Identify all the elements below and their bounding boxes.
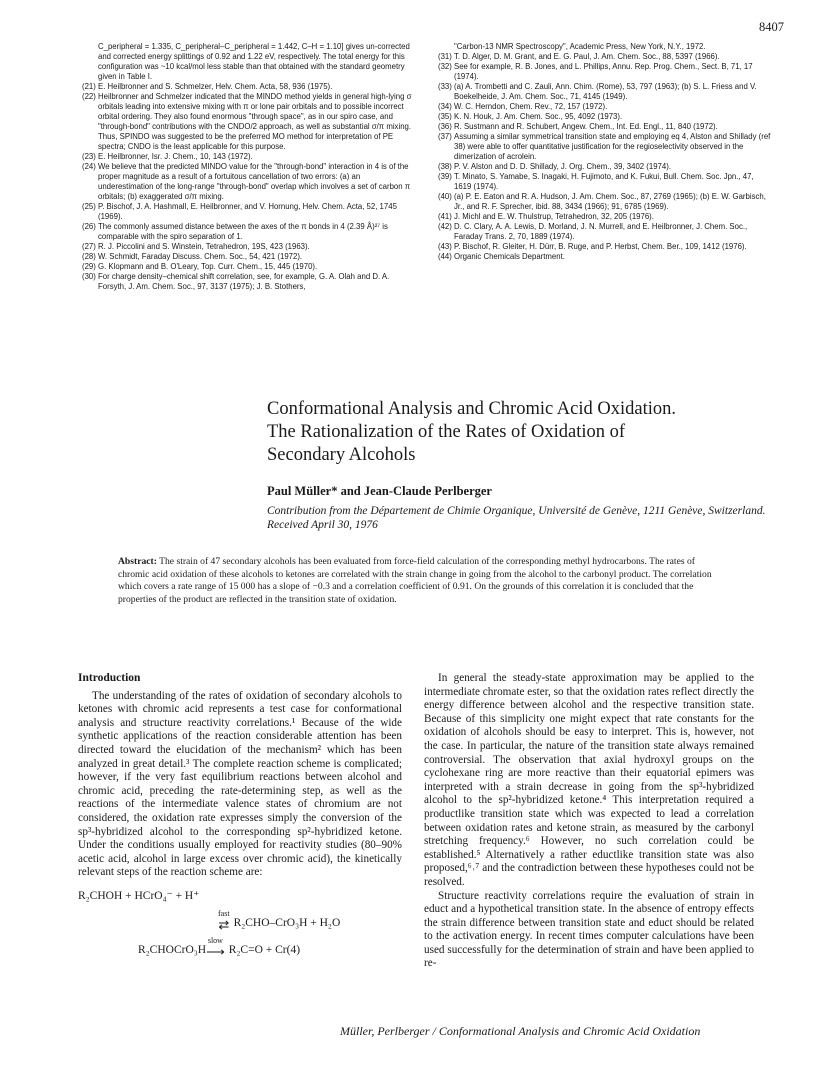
- reference-item: [82, 162, 416, 202]
- reference-number: (24): [82, 162, 96, 171]
- arrow-label-slow: slow: [207, 935, 223, 945]
- reference-text: (a) P. E. Eaton and R. A. Hudson, J. Am. Chem. Soc., 87, 2769 (1965); (b) E. W. Garbisch, Jr., and R. F. Sprecher, ibid. 88, 3434 (1966); 91, 6785 (1969).: [454, 192, 766, 211]
- reference-text: T. Minato, S. Yamabe, S. Inagaki, H. Fujimoto, and K. Fukui, Bull. Chem. Soc. Jpn., 47, 1619 (1974).: [454, 172, 754, 191]
- reference-number: [438, 42, 454, 52]
- reference-item: [438, 192, 772, 212]
- reference-text: T. D. Alger, D. M. Grant, and E. G. Paul, J. Am. Chem. Soc., 88, 5397 (1966).: [454, 52, 720, 61]
- reference-text: E. Heilbronner and S. Schmelzer, Helv. Chem. Acta, 58, 936 (1975).: [98, 82, 333, 91]
- reference-item: [438, 212, 772, 222]
- right-column: [424, 672, 754, 971]
- body-paragraph: Structure reactivity correlations require the evaluation of strain in educt and a hypothetical transition state. In the absence of entropy effects the strain difference between transition state and educt should be related to the activation energy. In recent times computer calculations have been used successfully for the determination of strain and have been applied to re-: [424, 889, 754, 970]
- reaction-scheme: [78, 890, 402, 958]
- reference-item: [438, 82, 772, 102]
- reference-text: P. V. Alston and D. D. Shillady, J. Org. Chem., 39, 3402 (1974).: [454, 162, 671, 171]
- title-line: The Rationalization of the Rates of Oxidation of: [267, 422, 626, 442]
- reference-number: (37): [438, 132, 452, 141]
- reference-text: C_peripheral = 1.335, C_peripheral–C_peripheral = 1.442, C–H = 1.10] gives un-corrected and corrected energy splittings of 0.92 and 1.22 eV, respectively. The total energy for this configuration was ~10 kcal/mol less stable than that obtained with the standard geometry given in Table I.: [98, 42, 410, 81]
- reference-number: (29): [82, 262, 96, 271]
- reaction-arrow-icon: ⟶: [206, 943, 225, 959]
- reference-number: (25): [82, 202, 96, 211]
- left-column: [78, 672, 402, 958]
- reference-number: (31): [438, 52, 452, 61]
- reference-item: [438, 62, 772, 82]
- reference-text: P. Bischof, J. A. Hashmall, E. Heilbronner, and V. Hornung, Helv. Chem. Acta, 52, 1745 (1969).: [98, 202, 397, 221]
- reference-item: [438, 52, 772, 62]
- reference-text: J. Michl and E. W. Thulstrup, Tetrahedron, 32, 205 (1976).: [454, 212, 654, 221]
- reference-text: For charge density–chemical shift correlation, see, for example, G. A. Olah and D. A. Forsyth, J. Am. Chem. Soc., 97, 3137 (1975); J. B. Stothers,: [98, 272, 390, 291]
- reference-number: (38): [438, 162, 452, 171]
- equation-step-1: [78, 910, 402, 931]
- reference-text: R. Sustmann and R. Schubert, Angew. Chem., Int. Ed. Engl., 11, 840 (1972).: [454, 122, 718, 131]
- reference-number: (33): [438, 82, 452, 91]
- reference-item: [82, 252, 416, 262]
- reference-item: [82, 262, 416, 272]
- reference-text: (a) A. Trombetti and C. Zauli, Ann. Chim. (Rome), 53, 797 (1963); (b) S. L. Friess and V. Boekelheide, J. Am. Chem. Soc., 71, 4145 (1949).: [454, 82, 757, 101]
- reference-item: [438, 112, 772, 122]
- body-paragraph: The understanding of the rates of oxidation of secondary alcohols to ketones with chromic acid represents a test case for conformational analysis and structure reactivity correlations.¹ Because of the wide synthetic applications of the reaction considerable attention has been directed toward the elucidation of the mechanism² which has been analyzed in great detail.³ The complete reaction scheme is complicated; however, if the very fast equilibrium reactions between alcohol and chromic acid, preceding the rate-determining step, as well as the reactions of the intermediate valence states of chromium are not considered, the oxidation rate expresses simply the conversion of the sp³-hybridized alcohol to the corresponding sp²-hybridized ketone. Under the conditions usually employed for reactivity studies (80–90% acetic acid, alcohol in large excess over chromic acid), the kinetically relevant steps of the reaction scheme are:: [78, 689, 402, 879]
- affiliation: Contribution from the Département de Chimie Organique, Université de Genève, 1211 Genève, Switzerland. Received April 30, 1976: [267, 505, 766, 531]
- running-footer: Müller, Perlberger / Conformational Analysis and Chromic Acid Oxidation: [340, 1024, 701, 1038]
- reference-number: (23): [82, 152, 96, 161]
- arrow-label-fast: fast: [218, 908, 230, 918]
- references-left-column: [82, 42, 416, 292]
- reference-item: [82, 202, 416, 222]
- reference-text: G. Klopmann and B. O'Leary, Top. Curr. Chem., 15, 445 (1970).: [98, 262, 318, 271]
- equation-products-2: R₂C=O + Cr(4): [228, 943, 301, 956]
- reference-number: (34): [438, 102, 452, 111]
- reference-number: (40): [438, 192, 452, 201]
- reference-item: [438, 132, 772, 162]
- body-paragraph: In general the steady-state approximation may be applied to the intermediate chromate ester, so that the oxidation rates reflect directly the energy difference between alcohol and the respective transition state. Because of this simplicity one might expect that rate constants for the oxidation of alcohols should be easy to interpret. This is, however, not the case. In particular, the nature of the transition state always remained controversial. The observation that axial hydroxyl groups on the cyclohexane ring are more reactive than their equatorial epimers was interpreted with a strain decrease in going from the sp³-hybridized alcohol to the sp²-hybridized ketone.⁴ This interpretation required a productlike transition state which was expected to lead a correlation between oxidation rates and ketone strain, as measured by the carbonyl stretching frequency.⁶ However, no such correlation could be established.⁵ Alternatively a rather eductlike transition state was also proposed,⁶˒⁷ and the contradiction between these hypotheses could not be resolved.: [424, 672, 754, 888]
- reference-text: K. N. Houk, J. Am. Chem. Soc., 95, 4092 (1973).: [454, 112, 623, 121]
- reference-number: (36): [438, 122, 452, 131]
- reference-text: Heilbronner and Schmelzer indicated that the MINDO method yields in general high-lying σ orbitals leading into extensive mixing with π or lone pair orbitals and to possible incorrect orbital ordering. They also found enormous "through space", as in our spiro case, and "through-bond" contributions with the CNDO/2 approach, as well as substantial σ/π mixing. Thus, SPINDO was suggested to be the preferred MO method for interpretation of PE spectra; CNDO is the least applicable for this purpose.: [98, 92, 412, 151]
- title-line: Secondary Alcohols: [267, 445, 416, 465]
- page-number: 8407: [759, 20, 784, 34]
- reference-number: [82, 42, 98, 82]
- reference-text: R. J. Piccolini and S. Winstein, Tetrahedron, 19S, 423 (1963).: [98, 242, 310, 251]
- reference-item: [82, 272, 416, 292]
- reference-text: Assuming a similar symmetrical transition state and employing eq 4, Alston and Shillady (ref 38) were able to offer quantitative justification for the regioselectivity observed in the dimerization of acrolein.: [454, 132, 771, 161]
- abstract: [118, 556, 716, 606]
- reference-item: [438, 222, 772, 242]
- reference-number: (43): [438, 242, 452, 251]
- reference-item: [82, 242, 416, 252]
- reference-item: [82, 152, 416, 162]
- reference-number: (26): [82, 222, 96, 231]
- equation-reactants: R₂CHOH + HCrO₄⁻ + H⁺: [78, 889, 200, 902]
- title-line: Conformational Analysis and Chromic Acid Oxidation.: [267, 399, 677, 419]
- reference-number: (44): [438, 252, 452, 261]
- reference-item: [438, 172, 772, 192]
- reference-item: [82, 82, 416, 92]
- reference-number: (27): [82, 242, 96, 251]
- equilibrium-arrow-icon: ⇄: [218, 916, 230, 932]
- reference-text: E. Heilbronner, Isr. J. Chem., 10, 143 (1972).: [98, 152, 253, 161]
- reference-item: [438, 42, 772, 52]
- equation-step-2: [78, 937, 402, 958]
- reference-number: (42): [438, 222, 452, 231]
- reference-number: (22): [82, 92, 96, 101]
- reference-number: (30): [82, 272, 96, 281]
- reference-text: D. C. Clary, A. A. Lewis, D. Morland, J. N. Murrell, and E. Heilbronner, J. Chem. Soc., Faraday Trans. 2, 70, 1889 (1974).: [454, 222, 748, 241]
- reference-item: [82, 42, 416, 82]
- reference-item: [82, 222, 416, 242]
- reference-number: (39): [438, 172, 452, 181]
- reference-number: (35): [438, 112, 452, 121]
- reference-text: W. Schmidt, Faraday Discuss. Chem. Soc., 54, 421 (1972).: [98, 252, 303, 261]
- reference-item: [82, 92, 416, 152]
- equation-ester: R₂CHOCrO₃H: [138, 943, 207, 956]
- abstract-text: The strain of 47 secondary alcohols has been evaluated from force-field calculation of the corresponding methyl hydrocarbons. The rates of chromic acid oxidation of these alcohols to ketones are correlated with the strain change in going from the alcohol to the carbonyl product. The correlation which covers a rate range of 15 000 has a slope of −0.3 and a correlation coefficient of 0.91. On the grounds of this correlation it is concluded that the properties of the product are reflected in the transition state of oxidation.: [118, 556, 712, 605]
- equation-products-1: R₂CHO–CrO₃H + H₂O: [233, 916, 341, 929]
- reference-item: [438, 252, 772, 262]
- reference-item: [438, 242, 772, 252]
- reference-item: [438, 122, 772, 132]
- reference-text: P. Bischof, R. Gleiter, H. Dürr, B. Ruge, and P. Herbst, Chem. Ber., 109, 1412 (1976).: [454, 242, 747, 251]
- references-block: [82, 42, 772, 292]
- reference-text: The commonly assumed distance between the axes of the π bonds in 4 (2.39 Å)²⁷ is comparable with the spiro separation of 1.: [98, 222, 388, 241]
- reference-item: [438, 162, 772, 172]
- reference-number: (41): [438, 212, 452, 221]
- authors: Paul Müller* and Jean-Claude Perlberger: [267, 484, 492, 498]
- reference-text: We believe that the predicted MINDO value for the "through-bond" interaction in 4 is of the proper magnitude as a result of a fortuitous cancellation of two errors: (a) an underestimation of the long-range "through-bond" overlap which involves a set of carbon π orbitals; (b) exaggerated σ/π mixing.: [98, 162, 411, 201]
- reference-text: W. C. Herndon, Chem. Rev., 72, 157 (1972).: [454, 102, 608, 111]
- article-title: [267, 398, 767, 467]
- reference-number: (28): [82, 252, 96, 261]
- reference-item: [438, 102, 772, 112]
- reference-number: (32): [438, 62, 452, 71]
- reference-text: See for example, R. B. Jones, and L. Phillips, Annu. Rep. Prog. Chem., Sect. B, 71, 17 (1974).: [454, 62, 753, 81]
- references-right-column: [438, 42, 772, 292]
- reference-number: (21): [82, 82, 96, 91]
- abstract-label: Abstract:: [118, 556, 157, 567]
- reference-text: Organic Chemicals Department.: [454, 252, 565, 261]
- section-heading: Introduction: [78, 672, 141, 684]
- equilibrium-arrow: [218, 910, 230, 931]
- reference-text: "Carbon-13 NMR Spectroscopy", Academic Press, New York, N.Y., 1972.: [454, 42, 706, 51]
- reaction-arrow: [206, 937, 225, 958]
